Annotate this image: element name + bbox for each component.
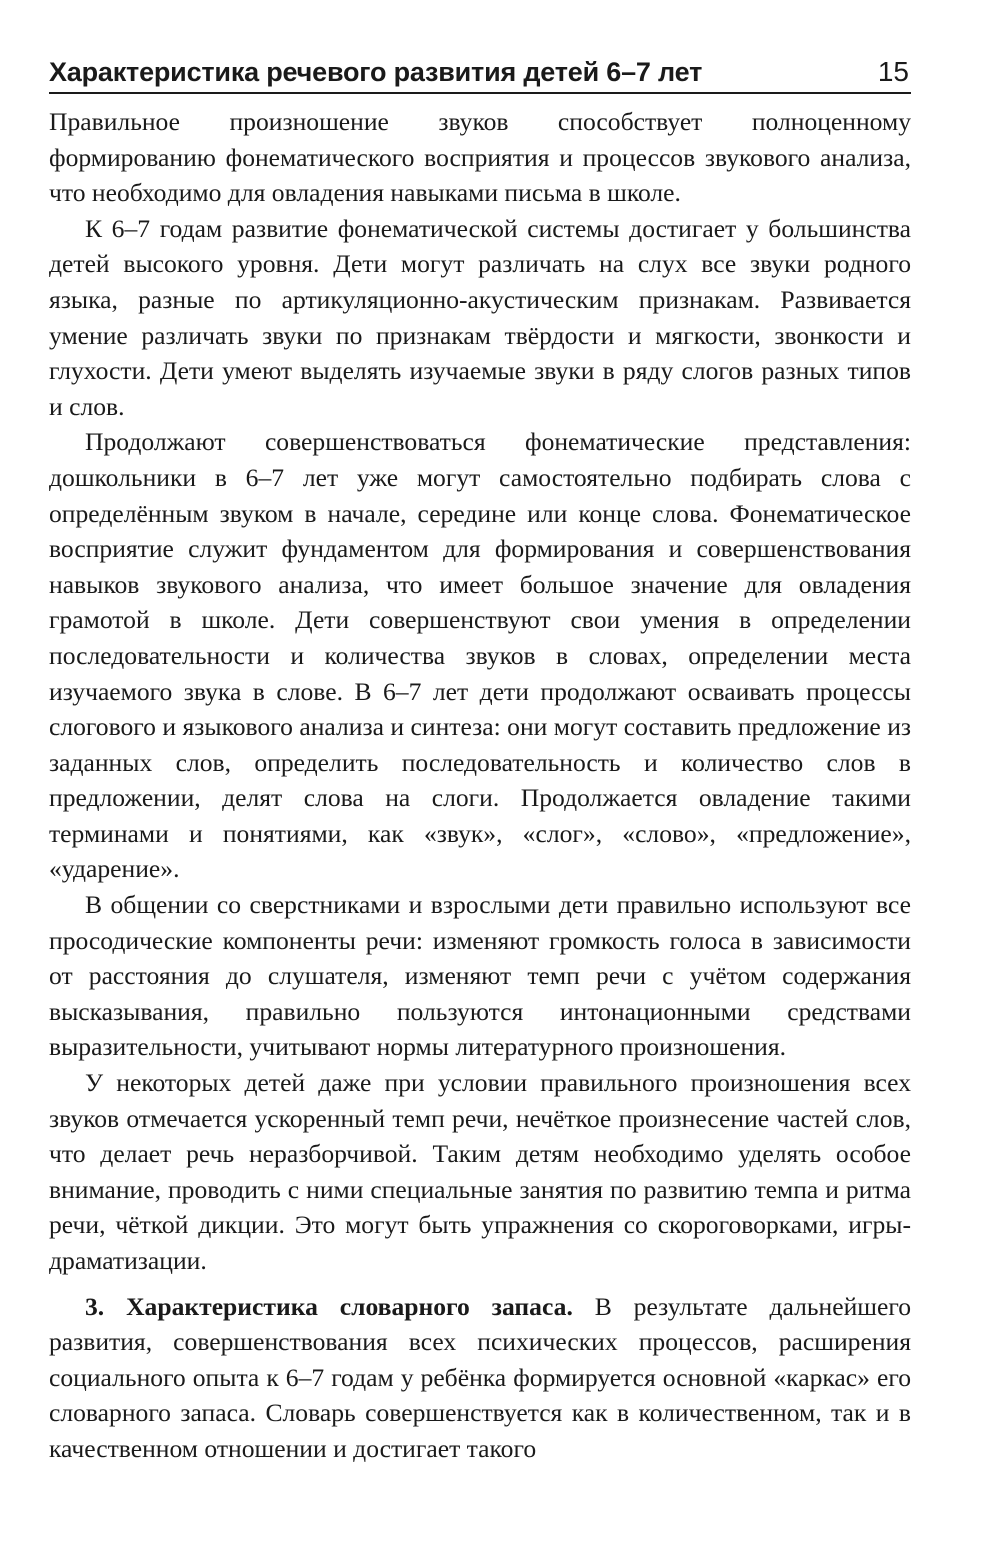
paragraph-3: Продолжают совершенствоваться фонематические представления: дошкольники в 6–7 лет уже могут самостоятельно подбирать слова с определённым звуком в начале, середине или конце слова. Фонематическое восприятие служит фундаментом для формирования и совершенствования навыков звукового анализа, что имеет большое значение для овладения грамотой в школе. Дети совершенствуют свои умения в определении последовательности и количества звуков в словах, определении места изучаемого звука в слове. В 6–7 лет дети продолжают осваивать процессы слогового и языкового анализа и синтеза: они могут составить предложение из заданных слов, определить последовательность и количество слов в предложении, делят слова на слоги. Продолжается овладение такими терминами и понятиями, как «звук», «слог», «слово», «предложение», «ударение». (49, 427, 911, 884)
section-3-paragraph (49, 1289, 911, 1467)
paragraph-2: К 6–7 годам развитие фонематической системы достигает у большинства детей высокого уровня. Дети могут различать на слух все звуки родного языка, разные по артикуляционно-акустическим признакам. Развивается умение различать звуки по признакам твёрдости и мягкости, звонкости и глухости. Дети умеют выделять изучаемые звуки в ряду слогов разных типов и слов. (49, 213, 911, 421)
paragraph-1: Правильное произношение звуков способствует полноценному формированию фонематического восприятия и процессов звукового анализа, что необходимо для овладения навыками письма в школе. (49, 107, 911, 208)
running-title: Характеристика речевого развития детей 6–7 лет (49, 57, 703, 87)
section-3-heading: 3. Характеристика словарного запаса. (85, 1291, 573, 1321)
paragraph-5: У некоторых детей даже при условии правильного произношения всех звуков отмечается ускоренный темп речи, нечёткое произнесение частей слов, что делает речь неразборчивой. Таким детям необходимо уделять особое внимание, проводить с ними специальные занятия по развитию темпа и ритма речи, чёткой дикции. Это могут быть упражнения со скороговорками, игры-драматизации. (49, 1068, 911, 1275)
page-number: 15 (877, 56, 909, 87)
paragraph-4: В общении со сверстниками и взрослыми дети правильно используют все просодические компоненты речи: изменяют громкость голоса в зависимости от расстояния до слушателя, изменяют темп речи с учётом содержания высказывания, правильно пользуются интонационными средствами выразительности, учитывают нормы литературного произношения. (49, 890, 911, 1062)
book-page (49, 56, 911, 1467)
body-text (49, 104, 911, 1467)
section-3-text: В результате дальнейшего развития, совершенствования всех психических процессов, расширения социального опыта к 6–7 годам у ребёнка формируется основной «каркас» его словарного запаса. Словарь совершенствуется как в количественном, так и в качественном отношении и достигает такого (49, 1291, 911, 1463)
running-header (49, 56, 911, 94)
